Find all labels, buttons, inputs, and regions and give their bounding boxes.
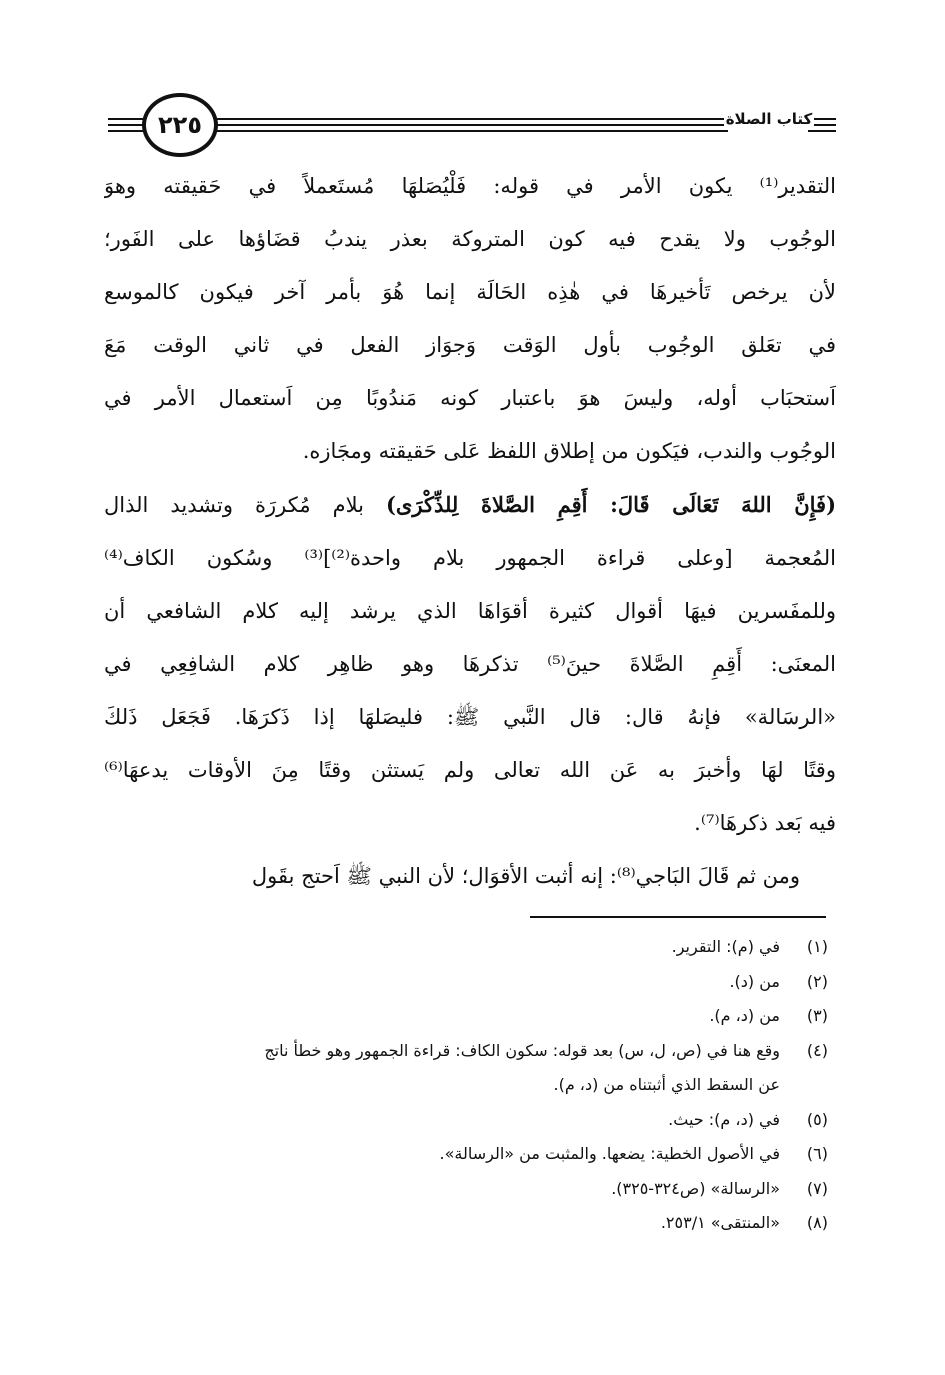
paragraph-1 <box>104 160 836 478</box>
footnote-text <box>104 1206 780 1241</box>
footnote-number: (٤) <box>806 1040 828 1060</box>
footnote-number: (٥) <box>806 1109 828 1129</box>
quoted-verse: (فَإِنَّ اللهَ تَعَالَى قَالَ: أَقِمِ الصَّلاةَ لِلذِّكْرَى) <box>385 492 836 517</box>
text-line: الوجُوب والندب، فيَكون من إطلاق اللفظ عَلى حَقيقته ومجَازه. <box>302 439 836 463</box>
main-text <box>104 160 836 903</box>
footnote-line: في (م): التقرير. <box>671 937 780 956</box>
footnote <box>104 1172 828 1207</box>
header-rule <box>808 130 836 132</box>
footnote-line: من (د، م). <box>709 1006 780 1025</box>
header-rule <box>208 130 728 132</box>
footnote-line: «المنتقى» ٢٥٣/١. <box>660 1213 780 1232</box>
footnote-number: (٧) <box>806 1178 828 1198</box>
page-number-badge <box>142 93 218 157</box>
footnote <box>104 965 828 1000</box>
footnote <box>104 1206 828 1241</box>
text-line: وقتًا لهَا وأخبرَ به عَن الله تعالى ولم يَستثن وقتًا مِنَ الأوقات يدعهَا⁽⁶⁾ <box>104 758 836 782</box>
footnote-line: من (د). <box>729 971 780 991</box>
footnotes <box>104 930 828 1241</box>
footnote-number: (٣) <box>806 1006 828 1025</box>
footnote-text <box>104 1034 780 1103</box>
running-title: كتاب الصلاة <box>725 110 813 128</box>
footnote-number: (١) <box>806 937 828 956</box>
footnote-text <box>104 999 780 1034</box>
text-line: ومن ثم قَالَ البَاجي⁽⁸⁾: إنه أثبت الأقوَال؛ لأن النبي ﷺ اَحتج بقَول <box>251 864 800 888</box>
text-line: وللمفَسرين فيهَا أقوال كثيرة أقوَاهَا الذي يرشد إليه كلام الشافعي أن <box>104 599 836 623</box>
text-line: المعنَى: أَقِمِ الصَّلاةَ حينَ⁽⁵⁾ تذكرهَا وهو ظاهِر كلام الشافِعِي في <box>104 652 836 676</box>
running-header <box>108 88 836 168</box>
footnote-line: وقع هنا في (ص، ل، س) بعد قوله: سكون الكاف: قراءة الجمهور وهو خطأ ناتج <box>264 1040 780 1060</box>
footnote-number: (٨) <box>806 1213 828 1232</box>
text-line: المُعجمة [وعلى قراءة الجمهور بلام واحدة⁽²⁾]⁽³⁾ وسُكون الكاف⁽⁴⁾ <box>104 546 836 570</box>
footnote-text <box>104 1103 780 1138</box>
footnote <box>104 1034 828 1103</box>
footnote <box>104 999 828 1034</box>
footnote-text <box>104 965 780 1000</box>
text-line: لأن يرخص تَأخيرهَا في هٰذِه الحَالَة إنما هُوَ بأمر آخر فيكون كالموسع <box>104 280 836 304</box>
footnote <box>104 1103 828 1138</box>
text-line: التقدير⁽¹⁾ يكون الأمر في قوله: فَلْيُصَلهَا مُستَعملاً في حَقيقته وهوَ <box>104 174 836 198</box>
footnote-number: (٦) <box>806 1144 828 1163</box>
text-line <box>104 478 836 532</box>
footnote-text <box>104 930 780 965</box>
paragraph-2 <box>104 478 836 850</box>
footnote-text <box>104 1137 780 1172</box>
text-segment: بلام مُكررَة وتشديد الذال <box>104 493 386 517</box>
footnote <box>104 1137 828 1172</box>
text-line: في تعَلق الوجُوب بأول الوَقت وَجوَاز الفعل في ثاني الوقت مَعَ <box>104 333 836 357</box>
text-line: «الرسَالة» فإنهُ قال: قال النَّبي ﷺ: فليصَلهَا إذا ذَكرَهَا. فَجَعَل ذَلكَ <box>104 705 836 729</box>
header-rule <box>208 124 728 126</box>
text-line: اَستحبَاب أوله، وليسَ هوَ باعتبار كونه مَندُوبًا مِن اَستعمال الأمر في <box>104 386 836 410</box>
footnote-text <box>104 1172 780 1207</box>
footnote-number: (٢) <box>806 971 828 991</box>
footnote-separator <box>530 916 826 918</box>
footnote-line: «الرسالة» (ص٣٢٤-٣٢٥). <box>611 1178 780 1198</box>
footnote-line: في (د، م): حيث. <box>668 1109 780 1129</box>
text-line: الوجُوب ولا يقدح فيه كون المتروكة بعذر يندبُ قضَاؤها على الفَور؛ <box>104 227 836 251</box>
footnote-line: في الأصول الخطية: يضعها. والمثبت من «الرسالة». <box>439 1144 780 1163</box>
paragraph-3 <box>104 850 836 903</box>
header-rule <box>208 118 728 120</box>
page-number: ٢٢٥ <box>158 111 202 139</box>
footnote <box>104 930 828 965</box>
footnote-line: عن السقط الذي أثبتناه من (د، م). <box>553 1075 780 1094</box>
text-line: فيه بَعد ذكرهَا⁽⁷⁾. <box>694 811 836 835</box>
